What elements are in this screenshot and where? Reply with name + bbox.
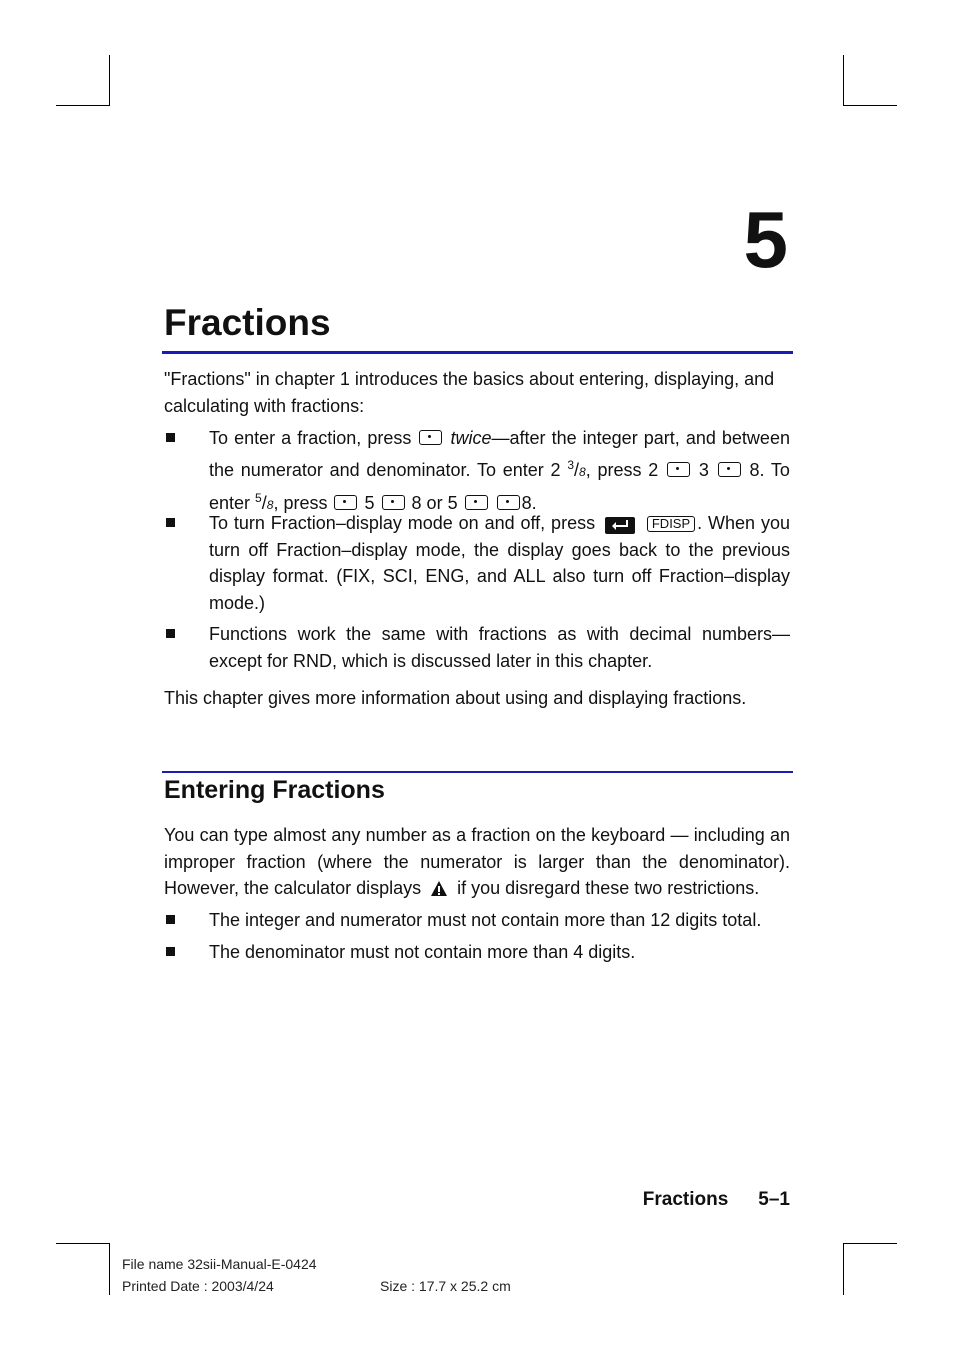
section-title: Entering Fractions bbox=[164, 776, 385, 804]
bullet-square bbox=[166, 518, 175, 527]
crop-mark-br-vertical bbox=[843, 1243, 844, 1295]
text-span: if you disregard these two restrictions. bbox=[457, 878, 760, 898]
text-span: 8. bbox=[521, 493, 537, 513]
page-footer bbox=[643, 1189, 790, 1211]
text-span: , press bbox=[273, 493, 328, 513]
crop-mark-tl-vertical bbox=[109, 55, 110, 106]
chapter-title: Fractions bbox=[164, 302, 331, 343]
crop-mark-bl-horizontal bbox=[56, 1243, 110, 1244]
text-span: —after the integer part, and between the numerator and denominator. To enter 2 bbox=[209, 428, 790, 480]
fraction-denominator: 8 bbox=[266, 498, 274, 512]
text-span: To enter a fraction, press bbox=[209, 428, 412, 448]
text-span: 5 bbox=[364, 493, 375, 513]
bullet-text bbox=[209, 510, 790, 616]
fraction-slash: / bbox=[574, 459, 580, 480]
decimal-point-key-icon bbox=[497, 495, 520, 510]
text-span: 8. To enter bbox=[209, 459, 790, 513]
page-size: Size : 17.7 x 25.2 cm bbox=[380, 1278, 511, 1294]
left-shift-key-icon bbox=[605, 517, 635, 534]
bullet-square bbox=[166, 915, 175, 924]
crop-mark-tr-vertical bbox=[843, 55, 844, 106]
crop-mark-br-horizontal bbox=[843, 1243, 897, 1244]
text-span: You can type almost any number as a fraction on the keyboard — including an improper fraction (where the numerator is larger than the denominator). However, the calculator displays bbox=[164, 825, 790, 898]
bullet-fraction-display bbox=[164, 510, 790, 616]
decimal-point-key-icon bbox=[718, 462, 741, 477]
text-span: , press 2 bbox=[585, 459, 659, 480]
fraction-numerator: 5 bbox=[255, 491, 262, 505]
text-span: 8 or 5 bbox=[411, 493, 458, 513]
text-span: To turn Fraction–display mode on and off, press bbox=[209, 513, 596, 533]
bullet-square bbox=[166, 433, 175, 442]
printed-date: Printed Date : 2003/4/24 bbox=[122, 1278, 274, 1294]
decimal-point-key-icon bbox=[334, 495, 357, 510]
text-emphasis: twice bbox=[450, 428, 492, 448]
fraction-numerator: 3 bbox=[567, 457, 575, 472]
fdisp-key: FDISP bbox=[647, 516, 695, 532]
chapter-number: 5 bbox=[743, 195, 788, 284]
warning-icon bbox=[430, 878, 448, 905]
intro-paragraph: "Fractions" in chapter 1 introduces the basics about entering, displaying, and calculating with fractions: bbox=[164, 369, 775, 416]
fraction-denominator: 8 bbox=[579, 464, 586, 479]
fraction-slash: / bbox=[261, 493, 267, 513]
bullet-text bbox=[209, 425, 790, 519]
crop-mark-bl-vertical bbox=[109, 1243, 110, 1295]
section-paragraph bbox=[164, 822, 790, 905]
footer-page-number: 5–1 bbox=[758, 1189, 790, 1210]
decimal-point-key-icon bbox=[382, 495, 405, 510]
bullet-square bbox=[166, 947, 175, 956]
title-rule bbox=[162, 351, 793, 354]
crop-mark-tl-horizontal bbox=[56, 105, 110, 106]
bullet-enter-fraction bbox=[164, 425, 790, 519]
crop-mark-tr-horizontal bbox=[843, 105, 897, 106]
bullet-functions bbox=[164, 621, 790, 674]
closing-paragraph: This chapter gives more information about using and displaying fractions. bbox=[164, 688, 747, 708]
restriction-denominator bbox=[164, 939, 790, 966]
decimal-point-key-icon bbox=[419, 430, 442, 445]
restriction-digits-total bbox=[164, 907, 790, 934]
decimal-point-key-icon bbox=[465, 495, 488, 510]
bullet-text: The denominator must not contain more than 4 digits. bbox=[209, 942, 636, 962]
text-span: . When you turn off Fraction–display mode, the display goes back to the previous display format. (FIX, SCI, ENG, and ALL also turn off Fraction–display mode.) bbox=[209, 513, 790, 613]
footer-section: Fractions bbox=[642, 1189, 729, 1210]
bullet-text: Functions work the same with fractions as with decimal numbers—except for RND, which is discussed later in this chapter. bbox=[209, 624, 790, 671]
bullet-square bbox=[166, 629, 175, 638]
shift-arrow-icon bbox=[611, 518, 629, 530]
section-rule bbox=[162, 771, 793, 773]
file-name: File name 32sii-Manual-E-0424 bbox=[122, 1256, 317, 1272]
bullet-text: The integer and numerator must not contain more than 12 digits total. bbox=[209, 910, 762, 930]
decimal-point-key-icon bbox=[667, 462, 690, 477]
text-span: 3 bbox=[698, 459, 709, 480]
